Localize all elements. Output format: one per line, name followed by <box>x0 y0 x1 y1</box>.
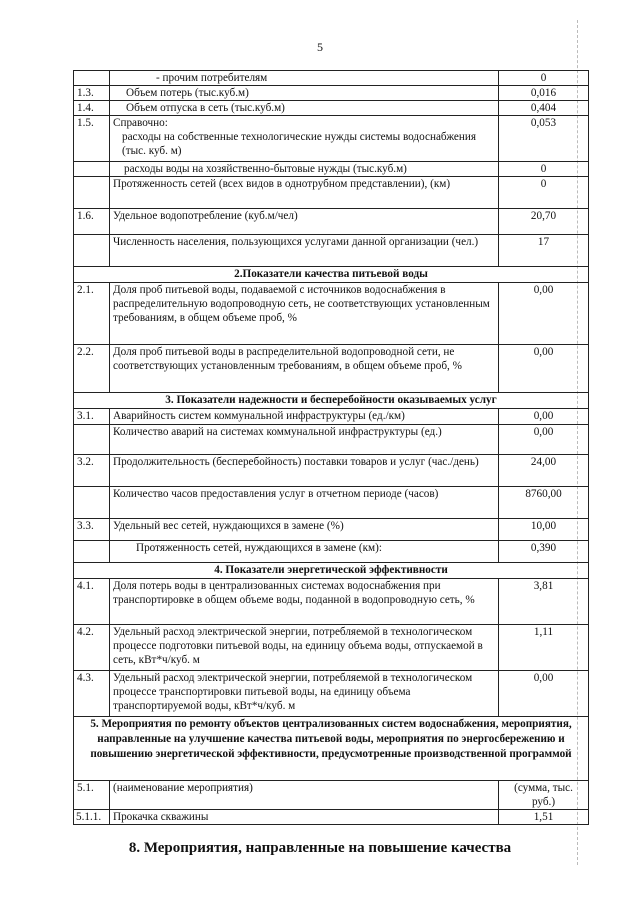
table-row <box>74 162 589 177</box>
row-description: Продолжительность (бесперебойность) поставки товаров и услуг (час./день) <box>110 455 499 487</box>
row-description: Удельный расход электрической энергии, потребляемой в технологическом процессе транспортировки питьевой воды, на единицу объема транспортируемой воды, кВт*ч/куб. м <box>110 671 499 717</box>
table-row <box>74 579 589 625</box>
row-value: 0,00 <box>499 425 589 455</box>
table-row <box>74 71 589 86</box>
row-description: (наименование мероприятия) <box>110 781 499 810</box>
row-number: 5.1.1. <box>74 810 110 825</box>
table-row <box>74 810 589 825</box>
row-number: 5.1. <box>74 781 110 810</box>
row-description: Доля проб питьевой воды, подаваемой с источников водоснабжения в распределительную водопроводную сеть, не соответствующих установленным требованиям, в общем объеме проб, % <box>110 283 499 345</box>
row-number <box>74 487 110 519</box>
table-row <box>74 177 589 209</box>
row-description: расходы воды на хозяйственно-бытовые нужды (тыс.куб.м) <box>110 162 499 177</box>
row-number: 1.3. <box>74 86 110 101</box>
row-number: 4.1. <box>74 579 110 625</box>
row-number <box>74 541 110 563</box>
row-description: Количество часов предоставления услуг в отчетном периоде (часов) <box>110 487 499 519</box>
row-description: Аварийность систем коммунальной инфраструктуры (ед./км) <box>110 409 499 425</box>
row-description: Объем отпуска в сеть (тыс.куб.м) <box>110 101 499 116</box>
row-value: 3,81 <box>499 579 589 625</box>
row-number: 2.2. <box>74 345 110 393</box>
table-row <box>74 781 589 810</box>
row-value: 0,00 <box>499 283 589 345</box>
row-value: 0 <box>499 162 589 177</box>
row-number: 3.2. <box>74 455 110 487</box>
table-row <box>74 86 589 101</box>
row-number: 4.3. <box>74 671 110 717</box>
row-value: 10,00 <box>499 519 589 541</box>
row-number: 3.1. <box>74 409 110 425</box>
table-row <box>74 116 589 162</box>
table-row <box>74 625 589 671</box>
row-value: 1,51 <box>499 810 589 825</box>
row-description: Доля потерь воды в централизованных системах водоснабжения при транспортировке в общем объеме воды, поданной в водопроводную сеть, % <box>110 579 499 625</box>
row-description: - прочим потребителям <box>110 71 499 86</box>
row-value: 1,11 <box>499 625 589 671</box>
row-description: Удельный расход электрической энергии, потребляемой в технологическом процессе подготовки питьевой воды, на единицу объема воды, отпускаемой в сеть, кВт*ч/куб. м <box>110 625 499 671</box>
row-value: 0,00 <box>499 409 589 425</box>
row-value: 24,00 <box>499 455 589 487</box>
row-description: Протяженность сетей, нуждающихся в замене (км): <box>110 541 499 563</box>
indicators-table <box>73 70 589 825</box>
row-description: Протяженность сетей (всех видов в однотрубном представлении), (км) <box>110 177 499 209</box>
table-row <box>74 209 589 235</box>
row-number: 4.2. <box>74 625 110 671</box>
row-number <box>74 162 110 177</box>
row-description: Объем потерь (тыс.куб.м) <box>110 86 499 101</box>
next-section-heading: 8. Мероприятия, направленные на повышение качества <box>128 840 512 856</box>
row-description: Удельный вес сетей, нуждающихся в замене (%) <box>110 519 499 541</box>
row-value: 0,053 <box>499 116 589 162</box>
row-description: Доля проб питьевой воды в распределительной водопроводной сети, не соответствующих установленным требованиям, в общем объеме проб, % <box>110 345 499 393</box>
row-description <box>110 116 499 162</box>
row-value: 0,00 <box>499 671 589 717</box>
row-value: (сумма, тыс. руб.) <box>499 781 589 810</box>
row-value: 0,390 <box>499 541 589 563</box>
table-row <box>74 519 589 541</box>
table-row <box>74 487 589 519</box>
section-row <box>74 717 589 781</box>
table-row <box>74 671 589 717</box>
table-row <box>74 345 589 393</box>
table-row <box>74 101 589 116</box>
row-number <box>74 425 110 455</box>
row-number: 3.3. <box>74 519 110 541</box>
reference-text: расходы на собственные технологические нужды системы водоснабжения (тыс. куб. м) <box>122 131 476 157</box>
row-description: Численность населения, пользующихся услугами данной организации (чел.) <box>110 235 499 267</box>
row-number: 1.5. <box>74 116 110 162</box>
section-heading: 4. Показатели энергетической эффективности <box>74 563 589 579</box>
section-row <box>74 267 589 283</box>
table-row <box>74 235 589 267</box>
row-description: Удельное водопотребление (куб.м/чел) <box>110 209 499 235</box>
row-value: 17 <box>499 235 589 267</box>
table-row <box>74 283 589 345</box>
table-row <box>74 541 589 563</box>
section-heading: 2.Показатели качества питьевой воды <box>74 267 589 283</box>
row-value: 20,70 <box>499 209 589 235</box>
row-number: 2.1. <box>74 283 110 345</box>
row-value: 0 <box>499 71 589 86</box>
table-row <box>74 409 589 425</box>
table-row <box>74 455 589 487</box>
table-row <box>74 425 589 455</box>
row-number <box>74 235 110 267</box>
section-heading: 5. Мероприятия по ремонту объектов централизованных систем водоснабжения, мероприятия, направленные на улучшение качества питьевой воды, мероприятия по энергосбережению и повышению энергетической эффективности, предусмотренные производственной программой <box>74 717 589 781</box>
row-number: 1.4. <box>74 101 110 116</box>
row-description: Количество аварий на системах коммунальной инфраструктуры (ед.) <box>110 425 499 455</box>
row-number <box>74 177 110 209</box>
row-value: 0,016 <box>499 86 589 101</box>
row-number <box>74 71 110 86</box>
row-description: Прокачка скважины <box>110 810 499 825</box>
section-heading: 3. Показатели надежности и бесперебойности оказываемых услуг <box>74 393 589 409</box>
reference-heading: Справочно: <box>113 117 168 129</box>
row-value: 0 <box>499 177 589 209</box>
row-value: 0,00 <box>499 345 589 393</box>
row-value: 0,404 <box>499 101 589 116</box>
section-row <box>74 563 589 579</box>
page-number: 5 <box>317 40 323 54</box>
row-value: 8760,00 <box>499 487 589 519</box>
row-number: 1.6. <box>74 209 110 235</box>
section-row <box>74 393 589 409</box>
